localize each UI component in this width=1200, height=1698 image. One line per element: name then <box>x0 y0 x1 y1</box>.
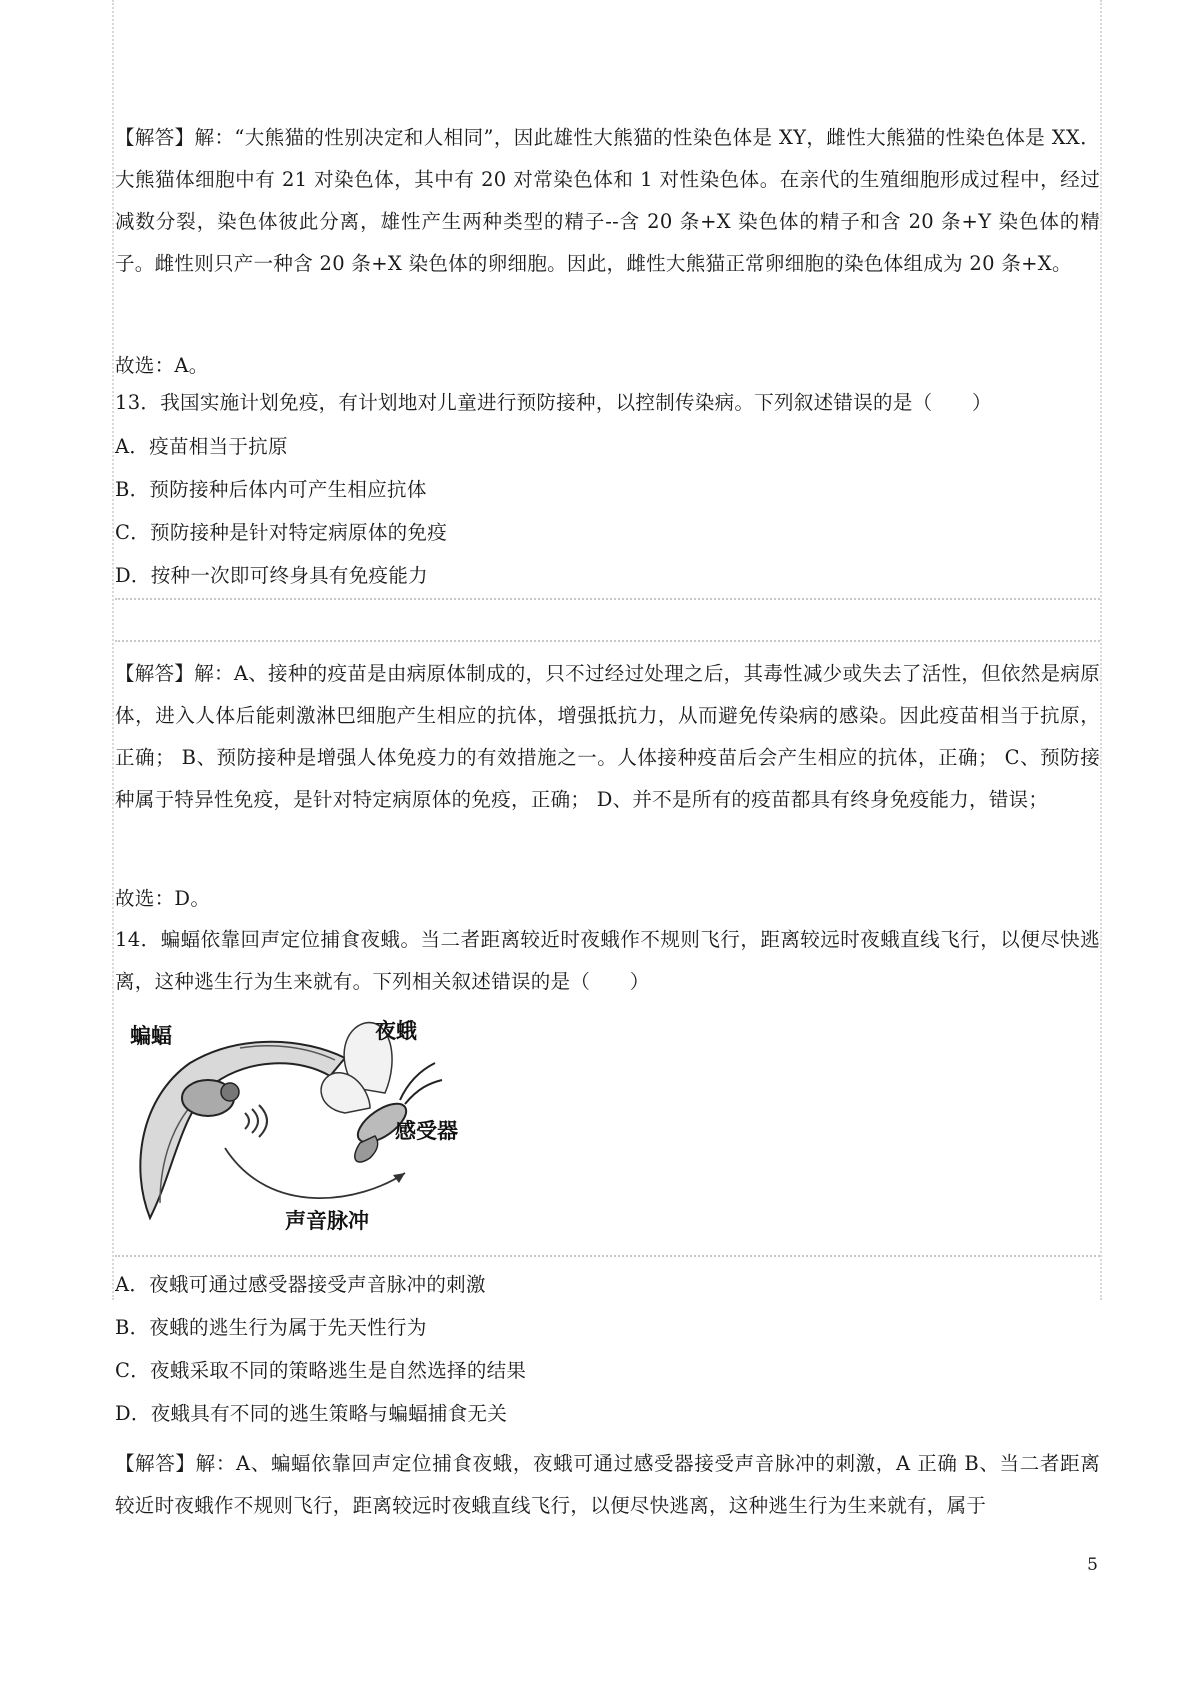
label-receptor: 感受器 <box>395 1119 458 1143</box>
answer-12-choice: 故选：A。 <box>115 354 209 377</box>
question-13-option-a: A．疫苗相当于抗原 <box>115 435 288 458</box>
sound-wave-shape <box>245 1113 249 1129</box>
question-14-option-a: A．夜蛾可通过感受器接受声音脉冲的刺激 <box>115 1273 486 1296</box>
label-moth: 夜蛾 <box>375 1019 417 1043</box>
separator <box>115 640 1100 642</box>
question-13-option-d: D．按种一次即可终身具有免疫能力 <box>115 564 428 587</box>
answer-12-text: 【解答】解：“大熊猫的性别决定和人相同”，因此雄性大熊猫的性染色体是 XY，雌性大熊猫的性染色体是 XX．大熊猫体细胞中有 21 对染色体，其中有 20 对常染色体和 1 对性染色体。在亲代的生殖细胞形成过程中，经过减数分裂，染色体彼此分离，雄性产生两种类型的精子--含 20 条+X 染色体的精子和含 20 条+Y 染色体的精子。雌性则只产一种含 20 条+X 染色体的卵细胞。因此，雌性大熊猫正常卵细胞的染色体组成为 20 条+X。 <box>115 126 1100 275</box>
left-margin-guide <box>112 0 114 1300</box>
moth-antenna-shape <box>400 1063 435 1100</box>
question-14-stem: 14．蝙蝠依靠回声定位捕食夜蛾。当二者距离较近时夜蛾作不规则飞行，距离较远时夜蛾直线飞行，以便尽快逃离，这种逃生行为生来就有。下列相关叙述错误的是（ ） <box>115 928 1100 993</box>
question-13-option-c: C．预防接种是针对特定病原体的免疫 <box>115 521 448 544</box>
answer-13-choice: 故选：D。 <box>115 887 211 910</box>
bat-head-shape <box>221 1083 239 1101</box>
question-14-option-c: C．夜蛾采取不同的策略逃生是自然选择的结果 <box>115 1359 527 1382</box>
bat-wing-shape <box>140 1042 345 1218</box>
label-sound-pulse: 声音脉冲 <box>285 1209 369 1233</box>
label-bat: 蝙蝠 <box>130 1024 172 1048</box>
moth-tail-shape <box>355 1136 378 1162</box>
sound-wave-shape <box>259 1105 267 1137</box>
answer-14-text: 【解答】解：A、蝙蝠依靠回声定位捕食夜蛾，夜蛾可通过感受器接受声音脉冲的刺激，A 正确 B、当二者距离较近时夜蛾作不规则飞行，距离较远时夜蛾直线飞行，以便尽快逃离，这种逃生行为生来就有，属于 <box>115 1452 1100 1517</box>
right-margin-guide <box>1100 0 1102 1300</box>
question-14-option-d: D．夜蛾具有不同的逃生策略与蝙蝠捕食无关 <box>115 1402 508 1425</box>
question-13-option-b: B．预防接种后体内可产生相应抗体 <box>115 478 427 501</box>
pulse-arrowhead-shape <box>393 1173 405 1183</box>
pulse-arrow-shape <box>225 1148 405 1198</box>
bat-moth-diagram <box>130 1018 530 1238</box>
sound-wave-shape <box>252 1109 258 1133</box>
bat-moth-figure <box>130 1018 530 1238</box>
question-13-stem: 13．我国实施计划免疫，有计划地对儿童进行预防接种，以控制传染病。下列叙述错误的是（ ） <box>115 391 992 414</box>
separator <box>115 1255 1100 1257</box>
page-number: 5 <box>1087 1555 1098 1575</box>
separator <box>115 598 1100 600</box>
question-14-option-b: B．夜蛾的逃生行为属于先天性行为 <box>115 1316 427 1339</box>
answer-13-text: 【解答】解：A、接种的疫苗是由病原体制成的，只不过经过处理之后，其毒性减少或失去了活性，但依然是病原体，进入人体后能刺激淋巴细胞产生相应的抗体，增强抵抗力，从而避免传染病的感染。因此疫苗相当于抗原，正确； B、预防接种是增强人体免疫力的有效措施之一。人体接种疫苗后会产生相应的抗体，正确； C、预防接种属于特异性免疫，是针对特定病原体的免疫，正确； D、并不是所有的疫苗都具有终身免疫能力，错误； <box>115 662 1100 811</box>
